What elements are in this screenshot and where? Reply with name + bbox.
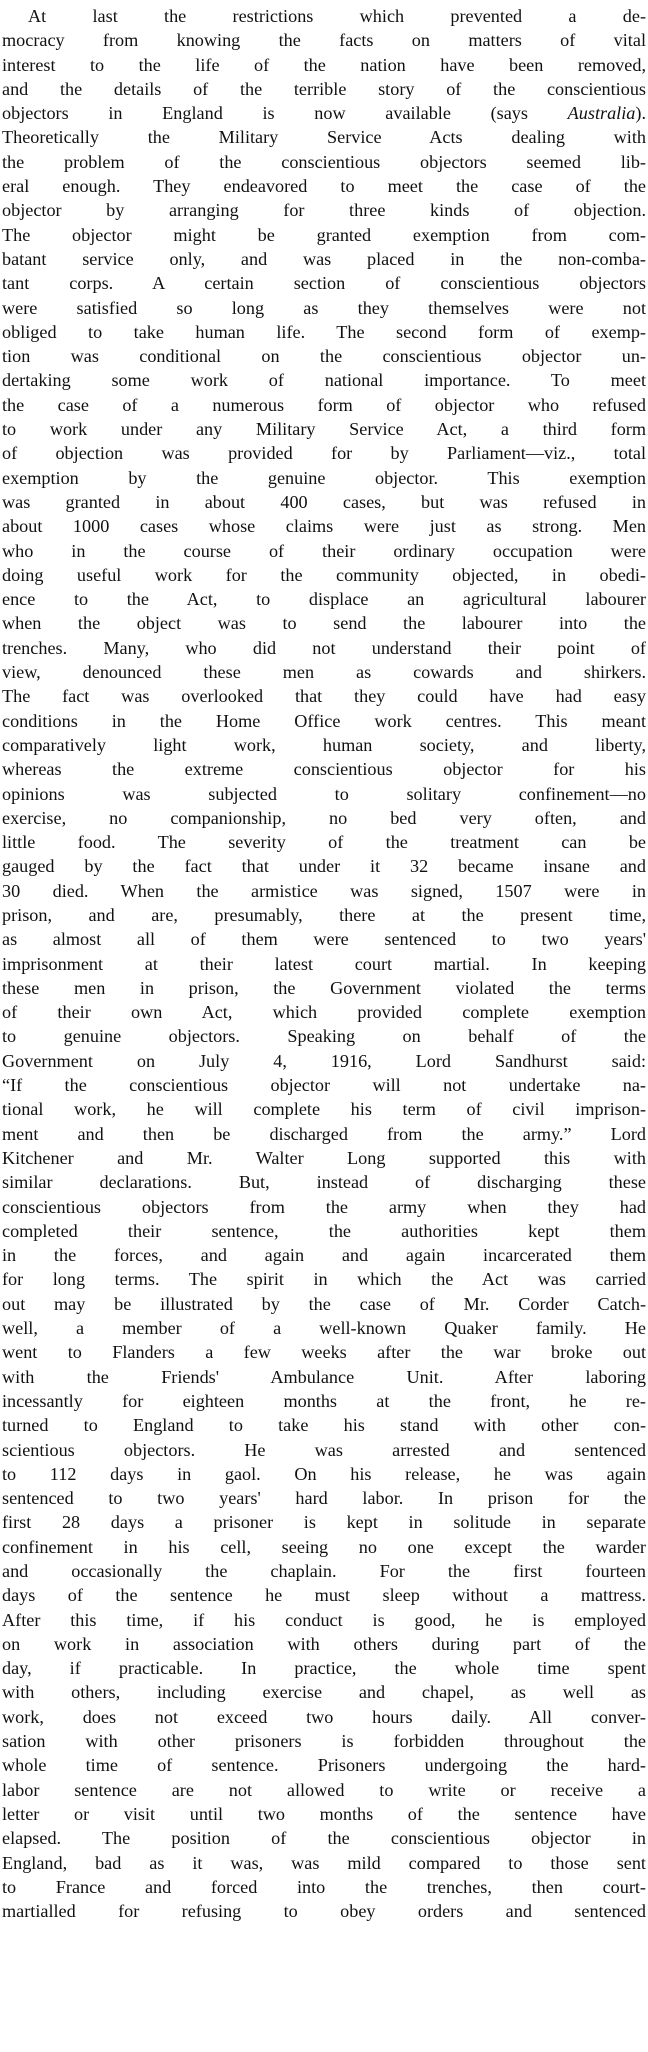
article-line: work, does not exceed two hours daily. All conver-: [2, 1706, 646, 1727]
article-line: England, bad as it was, was mild compared to those sent: [2, 1852, 646, 1873]
article-line: completed their sentence, the authorities kept them: [2, 1220, 646, 1241]
article-line: doing useful work for the community objected, in obedi-: [2, 564, 646, 585]
article-line: opinions was subjected to solitary confinement—no: [2, 783, 646, 804]
article-line: comparatively light work, human society, and liberty,: [2, 734, 646, 755]
article-line: At last the restrictions which prevented a de-: [28, 6, 646, 26]
article-line: obliged to take human life. The second form of exemp-: [2, 321, 646, 342]
article-line: whereas the extreme conscientious objector for his: [2, 759, 646, 780]
article-line: conditions in the Home Office work centres. This meant: [2, 710, 646, 731]
article-line: ment and then be discharged from the army.” Lord: [2, 1123, 646, 1144]
article-line: imprisonment at their latest court martial. In keeping: [2, 953, 646, 974]
article-line: who in the course of their ordinary occupation were: [2, 540, 646, 561]
article-line: to genuine objectors. Speaking on behalf of the: [2, 1026, 646, 1047]
article-line: mocracy from knowing the facts on matters of vital: [2, 30, 646, 51]
article-line: view, denounced these men as cowards and shirkers.: [2, 662, 646, 683]
article-line: these men in prison, the Government violated the terms: [2, 977, 646, 998]
article-line: to 112 days in gaol. On his release, he was again: [2, 1463, 646, 1484]
article-line: went to Flanders a few weeks after the war broke out: [2, 1342, 646, 1363]
article-line: tion was conditional on the conscientious objector un-: [2, 346, 646, 367]
article-line: about 1000 cases whose claims were just as strong. Men: [2, 516, 646, 537]
article-line: first 28 days a prisoner is kept in solitude in separate: [2, 1512, 646, 1533]
article-line: out may be illustrated by the case of Mr. Corder Catch-: [2, 1293, 646, 1314]
article-line: the case of a numerous form of objector who refused: [2, 394, 646, 415]
article-line: with others, including exercise and chapel, as well as: [2, 1682, 646, 1703]
article-line: elapsed. The position of the conscientious objector in: [2, 1828, 646, 1849]
article-column: [2, 4, 646, 1923]
article-line: exercise, no companionship, no bed very often, and: [2, 807, 646, 828]
article-line: of their own Act, which provided complete exemption: [2, 1002, 646, 1023]
article-line: incessantly for eighteen months at the front, he re-: [2, 1390, 646, 1411]
article-line: trenches. Many, who did not understand their point of: [2, 637, 646, 658]
article-line: little food. The severity of the treatment can be: [2, 832, 646, 853]
article-line: the problem of the conscientious objectors seemed lib-: [2, 151, 646, 172]
article-line: interest to the life of the nation have been removed,: [2, 54, 646, 75]
article-line: and occasionally the chaplain. For the first fourteen: [2, 1561, 646, 1581]
article-line: ence to the Act, to displace an agricultural labourer: [2, 589, 646, 610]
article-line: Government on July 4, 1916, Lord Sandhurst said:: [2, 1050, 646, 1071]
article-line: of objection was provided for by Parliament—viz., total: [2, 443, 646, 464]
article-line: was granted in about 400 cases, but was refused in: [2, 491, 646, 512]
article-line: when the object was to send the labourer into the: [2, 613, 646, 634]
article-line: dertaking some work of national importance. To meet: [2, 370, 646, 391]
article-line: well, a member of a well-known Quaker family. He: [2, 1318, 646, 1339]
article-line: Kitchener and Mr. Walter Long supported this with: [2, 1147, 646, 1168]
article-line: as almost all of them were sentenced to two years': [2, 929, 646, 950]
article-line: letter or visit until two months of the sentence have: [2, 1803, 646, 1824]
article-line: objectors in England is now available (says Australia).: [2, 103, 646, 124]
article-line: prison, and are, presumably, there at the present time,: [2, 904, 646, 925]
publication-name: Australia: [567, 103, 636, 124]
article-line: sation with other prisoners is forbidden throughout the: [2, 1731, 646, 1752]
article-line: and the details of the terrible story of the conscientious: [2, 78, 646, 99]
article-line: scientious objectors. He was arrested and sentenced: [2, 1439, 646, 1460]
article-line: days of the sentence he must sleep without a mattress.: [2, 1585, 646, 1606]
article-line: with the Friends' Ambulance Unit. After laboring: [2, 1366, 646, 1387]
article-line: batant service only, and was placed in the non-comba-: [2, 248, 646, 269]
article-line: turned to England to take his stand with other con-: [2, 1415, 646, 1436]
article-line: The objector might be granted exemption from com-: [2, 224, 646, 245]
article-line: similar declarations. But, instead of discharging these: [2, 1172, 646, 1193]
article-line: gauged by the fact that under it 32 became insane and: [2, 856, 646, 877]
article-line: to France and forced into the trenches, then court-: [2, 1876, 646, 1897]
article-line: Theoretically the Military Service Acts dealing with: [2, 127, 646, 148]
article-line: exemption by the genuine objector. This exemption: [2, 467, 646, 488]
article-line: whole time of sentence. Prisoners undergoing the hard-: [2, 1755, 646, 1776]
article-line: labor sentence are not allowed to write or receive a: [2, 1779, 646, 1800]
article-line: 30 died. When the armistice was signed, 1507 were in: [2, 880, 646, 901]
article-line: for long terms. The spirit in which the Act was carried: [2, 1269, 646, 1290]
article-line: confinement in his cell, seeing no one except the warder: [2, 1536, 646, 1557]
article-line: sentenced to two years' hard labor. In prison for the: [2, 1488, 646, 1509]
article-line: conscientious objectors from the army when they had: [2, 1196, 646, 1217]
article-line: to work under any Military Service Act, a third form: [2, 419, 646, 440]
article-line: objector by arranging for three kinds of objection.: [2, 200, 646, 221]
article-line: in the forces, and again and again incarcerated them: [2, 1245, 646, 1266]
article-line: The fact was overlooked that they could have had easy: [2, 686, 646, 707]
article-line: “If the conscientious objector will not undertake na-: [2, 1075, 646, 1096]
article-line: tant corps. A certain section of conscientious objectors: [2, 273, 646, 294]
article-line: day, if practicable. In practice, the whole time spent: [2, 1658, 646, 1679]
article-line: eral enough. They endeavored to meet the case of the: [2, 176, 646, 197]
article-line: on work in association with others during part of the: [2, 1633, 646, 1654]
article-line: After this time, if his conduct is good, he is employed: [2, 1609, 646, 1630]
article-line: were satisfied so long as they themselves were not: [2, 297, 646, 318]
article-line: martialled for refusing to obey orders and sentenced: [2, 1901, 646, 1922]
article-line: tional work, he will complete his term of civil imprison-: [2, 1099, 646, 1120]
